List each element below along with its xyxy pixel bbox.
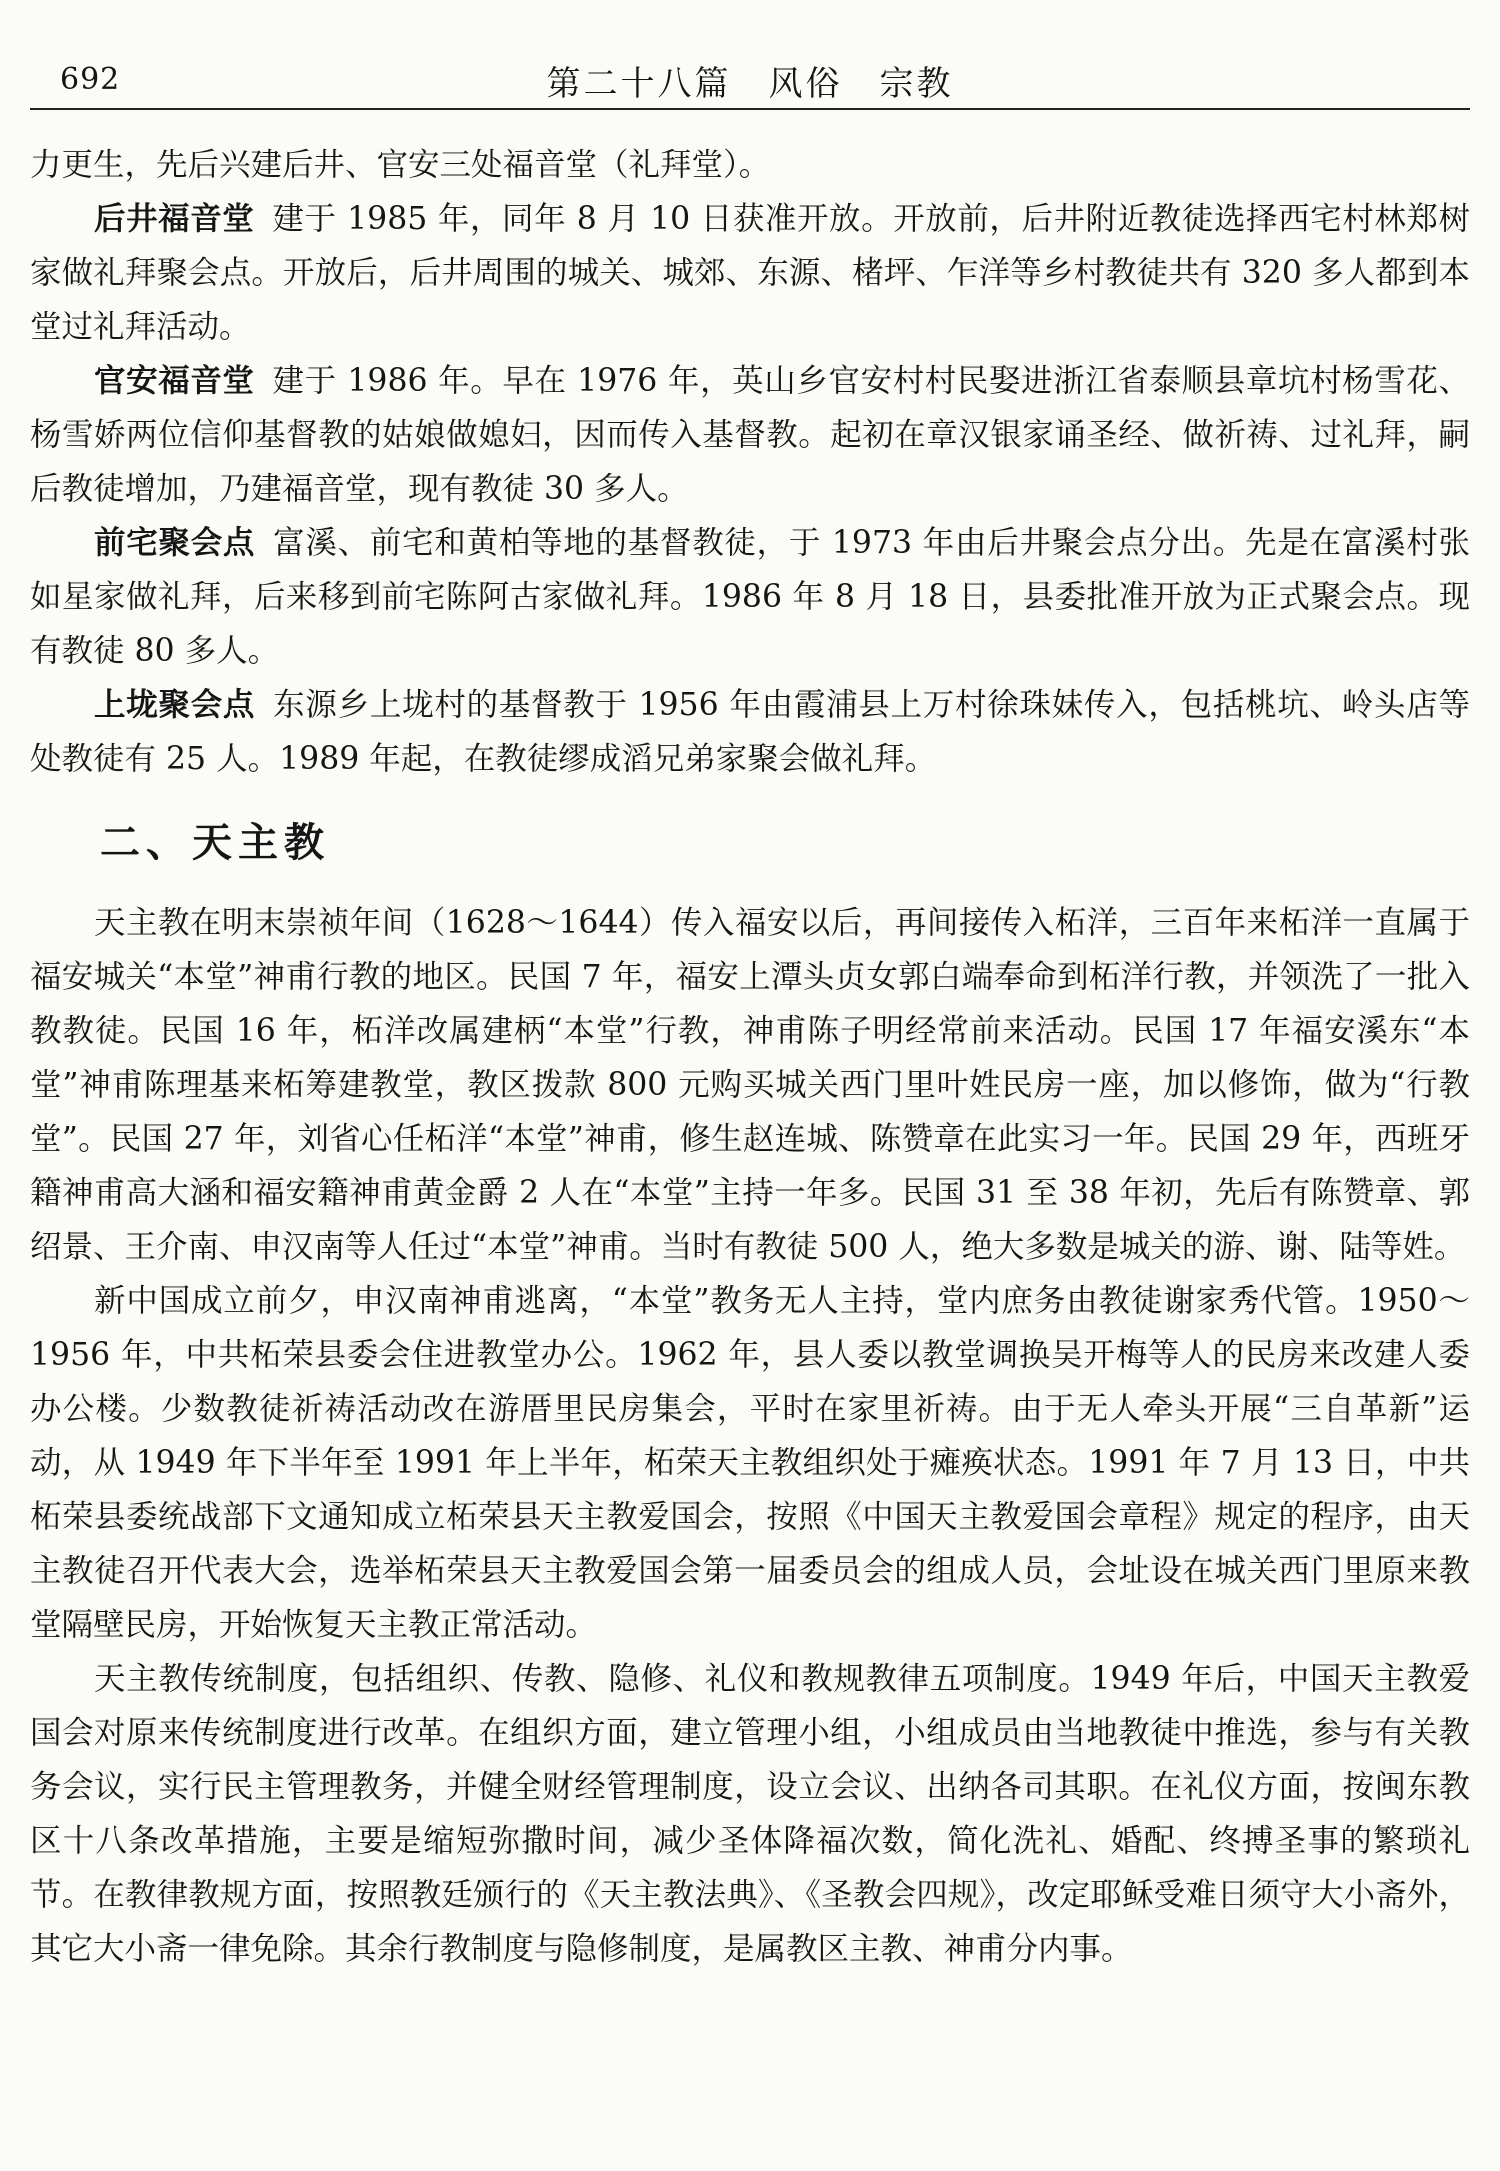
running-head: 第二十八篇 风俗 宗教	[546, 64, 954, 104]
entry-paragraph	[30, 354, 1470, 516]
body-paragraph: 天主教传统制度，包括组织、传教、隐修、礼仪和教规教律五项制度。1949 年后，中国天主教爱国会对原来传统制度进行改革。在组织方面，建立管理小组，小组成员由当地教徒中推选，参与有关教务会议，实行民主管理教务，并健全财经管理制度，设立会议、出纳各司其职。在礼仪方面，按闽东教区十八条改革措施，主要是缩短弥撒时间，减少圣体降福次数，简化洗礼、婚配、终搏圣事的繁琐礼节。在教律教规方面，按照教廷颁行的《天主教法典》、《圣教会四规》，改定耶稣受难日须守大小斋外，其它大小斋一律免除。其余行教制度与隐修制度，是属教区主教、神甫分内事。	[30, 1661, 1470, 1967]
section-heading: 二、天主教	[100, 819, 330, 866]
body-paragraph: 新中国成立前夕，申汉南神甫逃离，“本堂”教务无人主持，堂内庶务由教徒谢家秀代管。1950～1956 年，中共柘荣县委会住进教堂办公。1962 年，县人委以教堂调换吴开梅等人的民房来改建人委办公楼。少数教徒祈祷活动改在游厝里民房集会，平时在家里祈祷。由于无人牵头开展“三自革新”运动，从 1949 年下半年至 1991 年上半年，柘荣天主教组织处于瘫痪状态。1991 年 7 月 13 日，中共柘荣县委统战部下文通知成立柘荣县天主教爱国会，按照《中国天主教爱国会章程》规定的程序，由天主教徒召开代表大会，选举柘荣县天主教爱国会第一届委员会的组成人员，会址设在城关西门里原来教堂隔壁民房，开始恢复天主教正常活动。	[30, 1283, 1470, 1643]
entry-text: 富溪、前宅和黄柏等地的基督教徒，于 1973 年由后井聚会点分出。先是在富溪村张如星家做礼拜，后来移到前宅陈阿古家做礼拜。1986 年 8 月 18 日，县委批准开放为正式聚会点。现有教徒 80 多人。	[30, 525, 1470, 669]
entry-term: 后井福音堂	[94, 200, 255, 237]
entry-term: 前宅聚会点	[94, 524, 256, 561]
entry-term: 上垅聚会点	[94, 686, 256, 723]
entry-paragraph	[30, 516, 1470, 678]
entry-term: 官安福音堂	[94, 362, 255, 399]
body-paragraph: 天主教在明末崇祯年间（1628～1644）传入福安以后，再间接传入柘洋，三百年来柘洋一直属于福安城关“本堂”神甫行教的地区。民国 7 年，福安上潭头贞女郭白端奉命到柘洋行教，并领洗了一批入教教徒。民国 16 年，柘洋改属建柄“本堂”行教，神甫陈子明经常前来活动。民国 17 年福安溪东“本堂”神甫陈理基来柘筹建教堂，教区拨款 800 元购买城关西门里叶姓民房一座，加以修饰，做为“行教堂”。民国 27 年，刘省心任柘洋“本堂”神甫，修生赵连城、陈赞章在此实习一年。民国 29 年，西班牙籍神甫高大涵和福安籍神甫黄金爵 2 人在“本堂”主持一年多。民国 31 至 38 年初，先后有陈赞章、郭绍景、王介南、申汉南等人任过“本堂”神甫。当时有教徒 500 人，绝大多数是城关的游、谢、陆等姓。	[30, 905, 1470, 1265]
page-header	[30, 56, 1470, 110]
body-text	[30, 138, 1470, 1976]
entry-text: 东源乡上垅村的基督教于 1956 年由霞浦县上万村徐珠妹传入，包括桃坑、岭头店等处教徒有 25 人。1989 年起，在教徒缪成滔兄弟家聚会做礼拜。	[30, 687, 1470, 777]
entry-paragraph	[30, 678, 1470, 786]
opening-line: 力更生，先后兴建后井、官安三处福音堂（礼拜堂）。	[30, 147, 771, 183]
page-number: 692	[60, 62, 121, 97]
entry-paragraph	[30, 192, 1470, 354]
entry-text: 建于 1985 年，同年 8 月 10 日获准开放。开放前，后井附近教徒选择西宅村林郑树家做礼拜聚会点。开放后，后井周围的城关、城郊、东源、楮坪、乍洋等乡村教徒共有 320 多人都到本堂过礼拜活动。	[30, 201, 1470, 345]
entry-text: 建于 1986 年。早在 1976 年，英山乡官安村村民娶进浙江省泰顺县章坑村杨雪花、杨雪娇两位信仰基督教的姑娘做媳妇，因而传入基督教。起初在章汉银家诵圣经、做祈祷、过礼拜，嗣后教徒增加，乃建福音堂，现有教徒 30 多人。	[30, 363, 1470, 507]
